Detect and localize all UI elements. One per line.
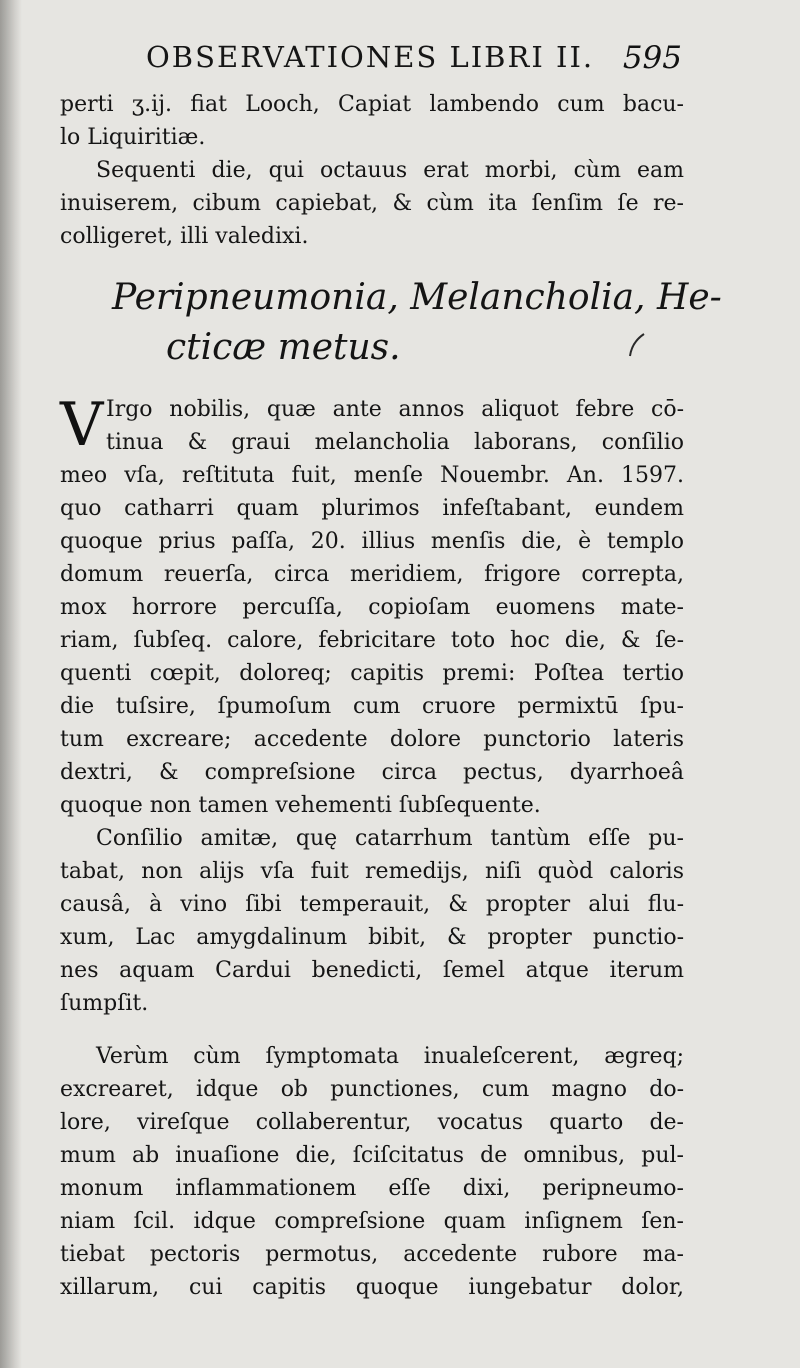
text-line: inuiserem, cibum capiebat, & cùm ita ſenſim ſe re- [60, 191, 684, 216]
text-line: xillarum, cui capitis quoque iungebatur dolor, [60, 1275, 684, 1300]
text-line: colligeret, illi valedixi. [60, 224, 309, 249]
text-line: lo Liquiritiæ. [60, 125, 206, 150]
text-line: quo catharri quam plurimos infeſtabant, eundem [60, 496, 684, 521]
text-line: monum inflammationem eſſe dixi, peripneumo- [60, 1176, 684, 1201]
text-line: lore, vireſque collaberentur, vocatus quarto de- [60, 1110, 684, 1135]
text-line: tabat, non alijs vſa fuit remedijs, niſi quòd caloris [60, 859, 684, 884]
section-heading-line-2: cticæ metus. [166, 327, 401, 368]
text-line: tinua & graui melancholia laborans, conſilio [106, 430, 684, 455]
text-line: quenti cœpit, doloreq; capitis premi: Poſtea tertio [60, 661, 684, 686]
section-heading-line-1: Peripneumonia, Melancholia, He- [112, 277, 722, 318]
text-line: riam, ſubſeq. calore, febricitare toto hoc die, & ſe- [60, 628, 684, 653]
text-line: xum, Lac amygdalinum bibit, & propter punctio- [60, 925, 684, 950]
text-line: niam ſcil. idque compreſsione quam inſignem ſen- [60, 1209, 684, 1234]
text-line: quoque non tamen vehementi ſubſequente. [60, 793, 541, 818]
text-line: mox horrore percuſſa, copioſam euomens mate- [60, 595, 684, 620]
text-line: tiebat pectoris permotus, accedente rubore ma- [60, 1242, 684, 1267]
page-gutter-shadow [0, 0, 22, 1368]
text-line: quoque prius paſſa, 20. illius menſis die, è templo [60, 529, 684, 554]
text-line: mum ab inuaſione die, ſciſcitatus de omnibus, pul- [60, 1143, 684, 1168]
text-line: Conſilio amitæ, quę catarrhum tantùm eſſe pu- [96, 826, 684, 851]
drop-cap: V [60, 390, 104, 460]
pen-mark-icon [622, 330, 652, 360]
text-line: domum reuerſa, circa meridiem, frigore correpta, [60, 562, 684, 587]
text-line: nes aquam Cardui benedicti, ſemel atque iterum [60, 958, 684, 983]
text-line: perti ʒ.ij. fiat Looch, Capiat lambendo cum bacu- [60, 92, 684, 117]
running-head: OBSERVATIONES LIBRI II. [146, 40, 595, 74]
paragraph-1 [60, 390, 684, 822]
page-header [62, 40, 682, 90]
text-line: dextri, & compreſsione circa pectus, dyarrhoeâ [60, 760, 684, 785]
text-line: Verùm cùm ſymptomata inualeſcerent, ægreq; [96, 1044, 684, 1069]
text-line: die tuſsire, ſpumoſum cum cruore permixtū ſpu- [60, 694, 684, 719]
text-line: meo vſa, reſtituta fuit, menſe Nouembr. An. 1597. [60, 463, 684, 488]
body-text [60, 88, 722, 1304]
text-line: causâ, à vino ſibi temperauit, & propter alui flu- [60, 892, 684, 917]
text-line: tum excreare; accedente dolore punctorio lateris [60, 727, 684, 752]
page-number: 595 [622, 40, 682, 76]
text-line: ſumpſit. [60, 991, 149, 1016]
text-line: Sequenti die, qui octauus erat morbi, cùm eam [96, 158, 684, 183]
text-line: Irgo nobilis, quæ ante annos aliquot febre cō- [106, 397, 684, 422]
text-line: excrearet, idque ob punctiones, cum magno do- [60, 1077, 684, 1102]
